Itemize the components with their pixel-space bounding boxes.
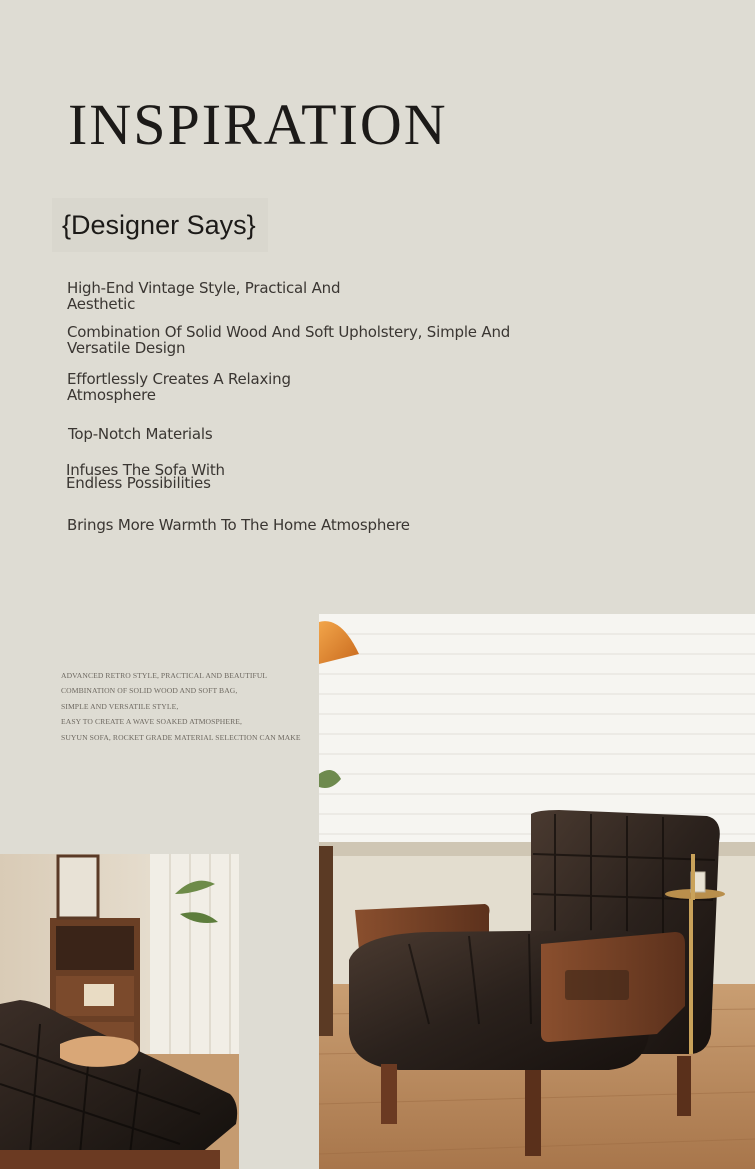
description-line: SIMPLE AND VERSATILE STYLE, [61,701,179,711]
page-title: INSPIRATION [68,92,448,157]
description-line: SUYUN SOFA, ROCKET GRADE MATERIAL SELECTION CAN MAKE [61,732,301,742]
feature-point-4: Top-Notch Materials [68,425,213,443]
designer-says-label: {Designer Says} [62,209,256,240]
feature-point-1: High-End Vintage Style, Practical And Aesthetic [67,279,341,313]
sofa-bed-photo [0,854,239,1169]
description-line: EASY TO CREATE A WAVE SOAKED ATMOSPHERE, [61,717,242,727]
feature-point-5: Infuses The Sofa With Endless Possibilities [66,461,225,492]
lounge-chair-photo [319,614,755,1169]
description-line: COMBINATION OF SOLID WOOD AND SOFT BAG, [61,686,238,696]
description-line: ADVANCED RETRO STYLE, PRACTICAL AND BEAUTIFUL [61,671,268,680]
feature-point-3: Effortlessly Creates A Relaxing Atmosphere [67,370,291,404]
product-description-small [61,668,301,745]
feature-point-2: Combination Of Solid Wood And Soft Upholstery, Simple And Versatile Design [67,323,511,357]
feature-point-6: Brings More Warmth To The Home Atmosphere [67,516,410,534]
designer-says-badge [52,198,268,252]
